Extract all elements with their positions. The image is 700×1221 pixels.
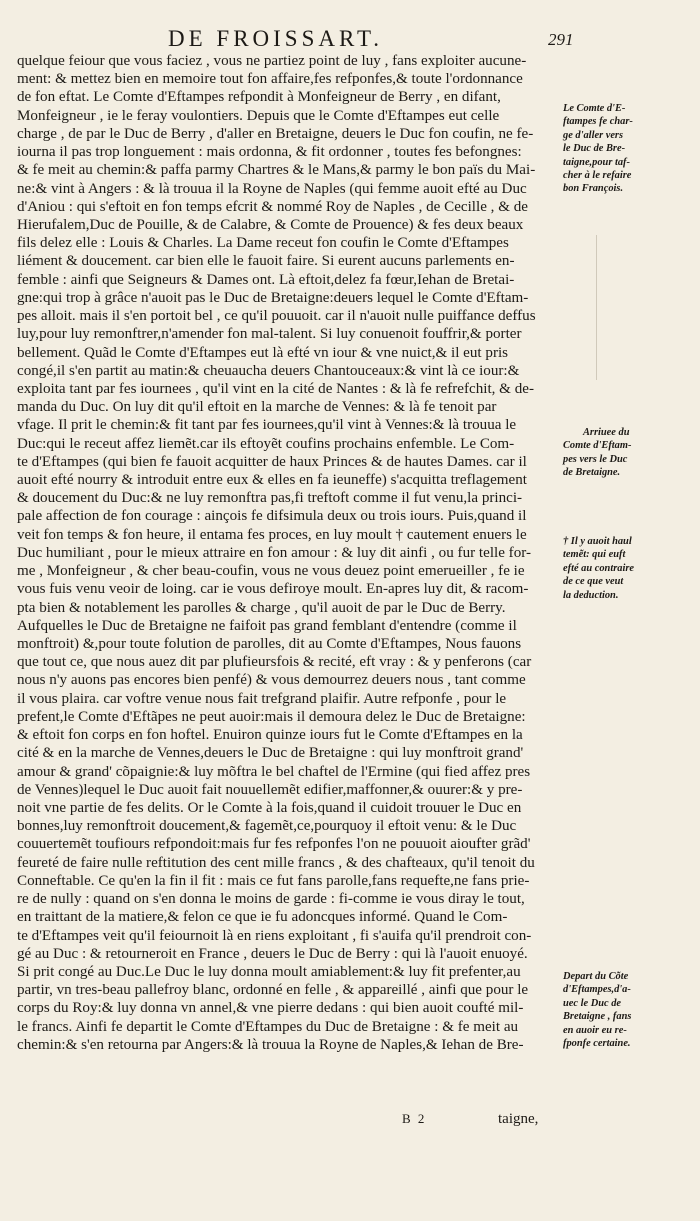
side-note-charge [563, 102, 683, 196]
text-line: exploita tant par fes iournees , qu'il vint en la cité de Nantes : & là fe refrefchit, & de- [17, 380, 534, 397]
text-line: femble : ainfi que Seigneurs & Dames ont. Là eftoit,delez fa fœur,Iehan de Bretai- [17, 271, 515, 288]
text-line: Aufquelles le Duc de Bretaigne ne faifoit pas grand femblant d'entendre (comme il [17, 617, 517, 634]
text-line: vous fuis venu veoir de loing. car ie vous defiroye moult. En-apres luy dit, & racom- [17, 581, 529, 598]
text-line: Monfeigneur , ie le feray voulontiers. Depuis que le Comte d'Eftampes eut celle [17, 107, 500, 124]
text-line: amour & grand' cõpaignie:& luy mõftra le bel chaftel de l'Ermine (qui fied affez pres [17, 763, 531, 780]
side-note-line: bon François. [563, 183, 624, 195]
text-line: en traittant de la matiere,& felon ce que ie fu adoncques informé. Quand le Com- [17, 909, 508, 926]
pencil-mark [596, 235, 597, 380]
side-note-line: ge d'aller vers [563, 129, 624, 141]
side-note-departure [563, 970, 683, 1050]
text-line: Si prit congé au Duc.Le Duc le luy donna moult amiablement:& luy fit prefenter,au [17, 963, 521, 980]
text-line: pta bien & notablement les parolles & charge , qu'il auoit de par le Duc de Berry. [17, 599, 506, 616]
text-line: noit vne partie de fes delits. Or le Comte à la fois,quand il cuidoit trouuer le Duc en [17, 799, 522, 816]
text-line: bonnes,luy remonftroit doucement,& fagemẽt,ce,pourquoy il eftoit venu: & le Duc [17, 818, 517, 835]
text-line: te d'Eftampes veit qu'il feiournoit là en riens exploitant , fi s'auifa qu'il prendroit con- [17, 927, 532, 944]
side-note-line: efté au contraire [563, 562, 634, 574]
text-line: de fon eftat. Le Comte d'Eftampes refpondit à Monfeigneur de Berry , en difant, [17, 89, 501, 106]
text-line: charge , de par le Duc de Berry , d'aller en Bretaigne, deuers le Duc fon coufin, ne fe- [17, 125, 534, 142]
text-line: quelque feiour que vous faciez , vous ne partiez point de luy , fans exploiter aucune- [17, 53, 527, 69]
text-line: gé au Duc : & retourneroit en France , deuers le Duc de Berry : qui là l'auoit enuoyé. [17, 945, 528, 962]
text-line: prefent,le Comte d'Eftãpes ne peut auoir:mais il demoura delez le Duc de Bretaigne: [17, 708, 526, 725]
side-note-line: de Bretaigne. [563, 467, 621, 479]
text-line: & doucement du Duc:& ne luy remonftra pas,fi treftoft comme il fut venu,la princi- [17, 490, 523, 507]
text-line: me , Monfeigneur , & cher beau-coufin, vous ne vous deuez point emerueiller , fe ie [17, 563, 525, 580]
text-line: Conneftable. Ce qu'en la fin il fit : mais ce fut fans parolle,fans requefte,ne fans prie- [17, 872, 530, 889]
text-line: iourna il pas trop longuement : mais ordonna, & fit ordonner , toutes fes befongnes: [17, 144, 522, 161]
text-line: re de nully : quand on s'en donna le moins de garde : fi-comme ie vous diray le tout, [17, 891, 525, 908]
text-line: fils delez elle : Louis & Charles. La Dame receut fon coufin le Comte d'Eftampes [17, 235, 509, 252]
text-line: il vous plaira. car voftre venue nous fait trefgrand plaifir. Autre refponfe , pour le [17, 690, 507, 707]
text-line: de Vennes)lequel le Duc auoit fait nouuellemẽt edifier,maffonner,& ouurer:& y pre- [17, 781, 523, 798]
signature-mark: B 2 [402, 1111, 427, 1126]
side-note-dagger [563, 535, 683, 602]
text-line: corps du Roy:& luy donna vn annel,& vne pierre dedans : qui bien auoit coufté mil- [17, 1000, 524, 1017]
side-note-line: Comte d'Eftam- [563, 440, 632, 452]
text-line: congé,il s'en partit au matin:& cheuaucha deuers Chantouceaux:& vint là ce iour:& [17, 362, 520, 379]
text-line: & eftoit fon corps en fon hoftel. Enuiron quinze iours fut le Comte d'Eftampes en la [17, 727, 523, 744]
side-note-line: † Il y auoit haul [563, 536, 632, 547]
text-line: Hierufalem,Duc de Pouille, & de Calabre, & Comte de Prouence) & fes deux beaux [17, 216, 524, 233]
side-note-line: d'Eftampes,d'a- [563, 984, 631, 996]
running-head: DE FROISSART. [168, 26, 384, 51]
text-line: feureté de faire nulle reftitution des cent mille francs , & des chafteaux, qu'il tenoit du [17, 854, 535, 871]
text-line: liément & doucement. car bien elle le fauoit faire. Si eurent aucuns parlements en- [17, 253, 515, 270]
text-line: chemin:& s'en retourna par Angers:& là trouua la Royne de Naples,& Iehan de Bre- [17, 1036, 524, 1053]
side-note-line: en auoir eu re- [563, 1024, 627, 1036]
text-line: pes alloit. mais il s'en portoit bel , ce qu'il pouuoit. car il n'auoit nulle puiffance deffus [17, 308, 536, 325]
text-line: le francs. Ainfi fe departit le Comte d'Eftampes du Duc de Bretaigne : & fe meit au [17, 1018, 519, 1035]
text-line: vfage. Il prit le chemin:& fit tant par fes iournees,qu'il vint à Vennes:& là trouua le [17, 417, 517, 434]
text-line: monftroit) &,pour toute folution de parolles, dit au Comte d'Eftampes, Nous fauons [17, 636, 522, 652]
text-line: te d'Eftampes (qui bien fe fauoit acquitter de haux Princes & de hautes Dames. car il [17, 453, 527, 470]
side-note-line: Le Comte d'E- [563, 103, 626, 114]
catchword: taigne, [498, 1111, 539, 1127]
page-number: 291 [548, 30, 574, 49]
side-note-line: Arriuee du [583, 427, 630, 438]
text-line: ne:& vint à Angers : & là trouua il la Royne de Naples (qui femme auoit efté au Duc [17, 180, 527, 197]
text-line: nous n'y auons pas encores bien penfé) & vous demourrez deuers nous , tant comme [17, 672, 526, 689]
text-line: & fe meit au chemin:& paffa parmy Chartres & le Mans,& parmy le bon païs du Mai- [17, 162, 536, 179]
text-line: luy,pour luy remonftrer,n'amender fon mal-talent. Si luy conuenoit fouffrir,& porter [17, 326, 522, 343]
text-line: gne:qui trop à grâce n'auoit pas le Duc de Bretaigne:deuers lequel le Comte d'Eftam- [17, 289, 529, 306]
text-line: Duc humiliant , pour le mieux attraire en fon amour : & luy dit ainfi , ou fur telle for- [17, 544, 531, 561]
side-note-line: uec le Duc de [563, 997, 621, 1009]
side-note-line: de ce que veut [563, 576, 624, 588]
side-note-line: taigne,pour taf- [563, 156, 630, 168]
text-line: manda du Duc. On luy dit qu'il eftoit en la marche de Vennes: & là fe tenoit par [17, 399, 497, 416]
text-line: Duc:qui le receut affez liemẽt.car ils eftoyẽt coufins prochains enfemble. Le Com- [17, 435, 515, 452]
side-note-line: ftampes fe char- [563, 116, 633, 128]
side-note-line: le Duc de Bre- [563, 143, 626, 155]
side-note-line: fponfe certaine. [563, 1038, 631, 1050]
text-line: partir, vn tres-beau pallefroy blanc, ordonné en felle , & appareillé , ainfi que pour le [17, 982, 529, 999]
text-line: que tout ce, que nous auez dit par plufieursfois & recité, eft vray : & y penferons (car [17, 654, 532, 671]
text-line: d'Aniou : qui s'eftoit en fon temps efcrit & nommé Roy de Naples , de Cecille , & de [17, 198, 528, 215]
side-note-line: Bretaigne , fans [563, 1011, 632, 1023]
page-footer [0, 1111, 700, 1151]
side-note-line: la deduction. [563, 589, 619, 601]
side-note-arrival [563, 426, 683, 480]
text-line: couuertemẽt toufiours refpondoit:mais fur fes refponfes l'on ne pouuoit aioufter grãd' [17, 836, 531, 853]
side-note-line: Depart du Cõte [563, 971, 629, 982]
text-line: cité & en la marche de Vennes,deuers le Duc de Bretaigne : qui luy monftroit grand' [17, 745, 524, 762]
side-note-line: temẽt: qui euft [563, 549, 626, 561]
body-text [17, 52, 565, 1054]
text-line: veit fon temps & fon heure, il entama fes proces, en luy moult † cautement enuers le [17, 526, 527, 543]
side-note-line: pes vers le Duc [563, 453, 628, 465]
text-line: ment: & mettez bien en memoire tout fon affaire,fes refponfes,& toute l'ordonnance [17, 71, 523, 88]
text-line: pale affection de fon courage : ainçois fe difsimula deux ou trois iours. Puis,quand il [17, 508, 527, 525]
text-line: bellement. Quãd le Comte d'Eftampes eut là efté vn iour & vne nuict,& il eut pris [17, 344, 509, 361]
text-line: auoit efté nourry & introduit entre eux & elles en fa ieuneffe) s'acquitta treflagement [17, 472, 527, 489]
side-note-line: cher à le refaire [563, 170, 632, 182]
